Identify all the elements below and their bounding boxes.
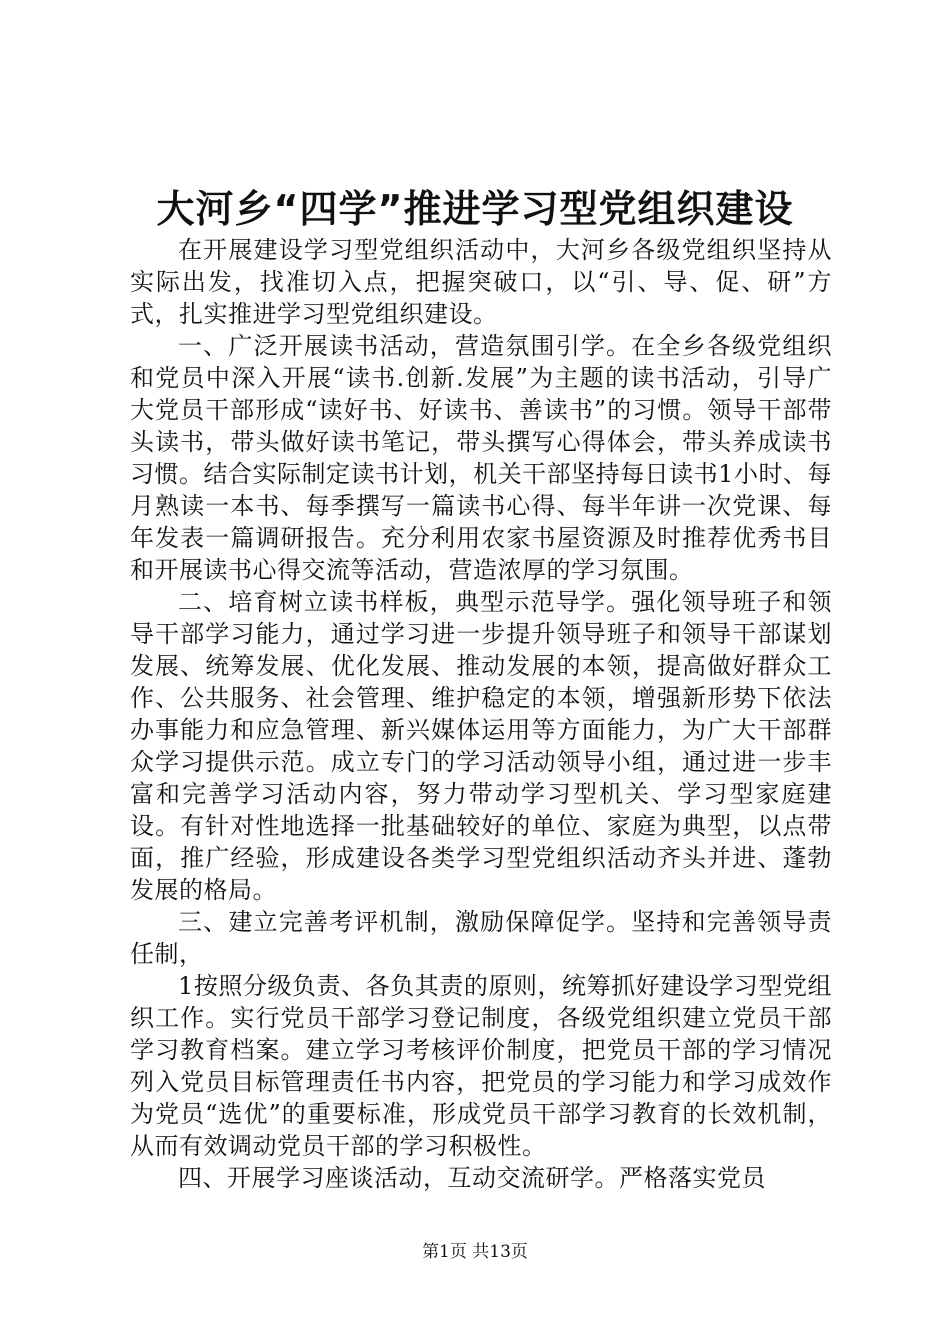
document-title: 大河乡“四学”推进学习型党组织建设 [156,187,794,231]
paragraph-section-2: 二、培育树立读书样板，典型示范导学。强化领导班子和领导干部学习能力，通过学习进一步提升领导班子和领导干部谋划发展、统筹发展、优化发展、推动发展的本领，提高做好群众工作、公共服务、社会管理、维护稳定的本领，增强新形势下依法办事能力和应急管理、新兴媒体运用等方面能力，为广大干部群众学习提供示范。成立专门的学习活动领导小组，通过进一步丰富和完善学习活动内容，努力带动学习型机关、学习型家庭建设。有针对性地选择一批基础较好的单位、家庭为典型，以点带面，推广经验，形成建设各类学习型党组织活动齐头并进、蓬勃发展的格局。 [130,588,832,904]
paragraph-section-1: 一、广泛开展读书活动，营造氛围引学。在全乡各级党组织和党员中深入开展“读书.创新.发展”为主题的读书活动，引导广大党员干部形成“读好书、好读书、善读书”的习惯。领导干部带头读书，带头做好读书笔记，带头撰写心得体会，带头养成读书习惯。结合实际制定读书计划，机关干部坚持每日读书1小时、每月熟读一本书、每季撰写一篇读书心得、每半年讲一次党课、每年发表一篇调研报告。充分利用农家书屋资源及时推荐优秀书目和开展读书心得交流等活动，营造浓厚的学习氛围。 [130,332,832,584]
paragraph-intro: 在开展建设学习型党组织活动中，大河乡各级党组织坚持从实际出发，找准切入点，把握突破口，以“引、导、促、研”方式，扎实推进学习型党组织建设。 [130,236,832,328]
paragraph-section-3: 三、建立完善考评机制，激励保障促学。坚持和完善领导责任制， [130,908,832,968]
paragraph-section-3-continued: 1按照分级负责、各负其责的原则，统筹抓好建设学习型党组织工作。实行党员干部学习登记制度，各级党组织建立党员干部学习教育档案。建立学习考核评价制度，把党员干部的学习情况列入党员目标管理责任书内容，把党员的学习能力和学习成效作为党员“选优”的重要标准，形成党员干部学习教育的长效机制，从而有效调动党员干部的学习积极性。 [130,972,832,1160]
page-number-footer: 第1页 共13页 [422,1242,528,1262]
document-body [130,234,832,1194]
paragraph-section-4: 四、开展学习座谈活动，互动交流研学。严格落实党员 [178,1164,766,1192]
